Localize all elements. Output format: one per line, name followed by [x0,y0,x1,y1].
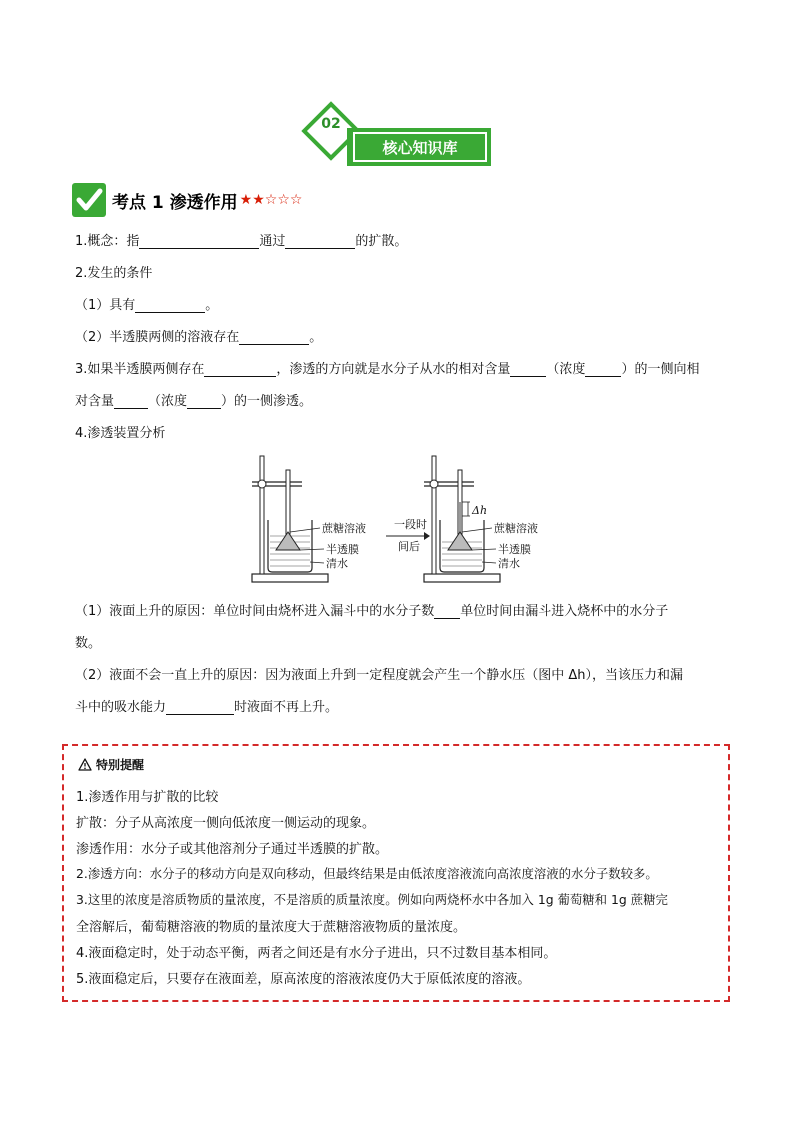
section-label-box [347,128,491,166]
checkmark-icon [72,183,106,217]
answer-blank [285,234,355,249]
osmosis-diagram [246,452,556,586]
point-title: 考点 1 渗透作用 [112,192,238,213]
reminder-line: 全溶解后，葡萄糖溶液的物质的量浓度大于蔗糖溶液物质的量浓度。 [76,920,467,935]
text: 单位时间由漏斗进入烧杯中的水分子 [460,604,669,619]
section-label: 核心知识库 [353,132,487,162]
text: 的扩散。 [355,234,408,249]
arrow-text-top: 一段时 [394,518,427,531]
label-membrane-left: 半透膜 [326,543,359,556]
line-rise-reason-cont: 数。 [75,636,102,651]
text: （浓度 [148,394,188,409]
answer-blank [114,394,148,409]
text: 时液面不再上升。 [234,700,339,715]
line-device-analysis: 4.渗透装置分析 [75,426,166,441]
reminder-line: 4.液面稳定时，处于动态平衡，两者之间还是有水分子进出，只不过数目基本相同。 [76,946,557,961]
text: ）的一侧渗透。 [221,394,313,409]
arrow-text-bottom: 间后 [398,540,420,553]
text: （1）具有 [75,298,136,313]
label-water-left: 清水 [326,557,348,570]
line-conditions: 2.发生的条件 [75,266,153,281]
stars-empty: ☆☆☆ [264,192,303,208]
reminder-line: 3.这里的浓度是溶质物质的量浓度，不是溶质的质量浓度。例如向两烧杯水中各加入 1g 葡萄糖和 1g 蔗糖完 [76,892,668,907]
stars-filled: ★★ [239,192,265,208]
left-apparatus [252,456,328,582]
text: 。 [309,330,323,345]
label-delta-h: Δh [472,504,488,517]
text: （2）半透膜两侧的溶液存在 [75,330,240,345]
reminder-line: 2.渗透方向：水分子的移动方向是双向移动，但最终结果是由低浓度溶液流向高浓度溶液的水分子数较多。 [76,866,658,881]
section-number: 02 [321,116,341,132]
text: （1）液面上升的原因：单位时间由烧杯进入漏斗中的水分子数 [75,604,435,619]
text: 1.概念：指 [75,234,140,249]
text: （浓度 [546,362,586,377]
text: 通过 [259,234,286,249]
reminder-line: 扩散：分子从高浓度一侧向低浓度一侧运动的现象。 [76,816,376,831]
answer-blank [239,330,309,345]
label-sucrose-right: 蔗糖溶液 [494,522,538,535]
point-header [72,183,302,217]
label-water-right: 清水 [498,557,520,570]
text: 对含量 [75,394,115,409]
reminder-header [78,756,144,773]
label-sucrose-left: 蔗糖溶液 [322,522,366,535]
text: ）的一侧向相 [621,362,700,377]
line-stop-reason-cont [75,696,338,715]
answer-blank [166,700,234,715]
answer-blank [187,394,221,409]
special-reminder-box [62,744,730,1002]
answer-blank [510,362,546,377]
text: 3.如果半透膜两侧存在 [75,362,205,377]
line-condition-2 [75,326,322,345]
answer-blank [135,298,205,313]
line-rise-reason [75,600,668,619]
reminder-line: 渗透作用：水分子或其他溶剂分子通过半透膜的扩散。 [76,842,389,857]
reminder-line: 5.液面稳定后，只要存在液面差，原高浓度的溶液浓度仍大于原低浓度的溶液。 [76,972,531,987]
answer-blank [585,362,621,377]
line-concept [75,230,407,249]
label-membrane-right: 半透膜 [498,543,531,556]
reminder-title: 特别提醒 [96,758,145,772]
line-condition-1 [75,294,218,313]
answer-blank [434,604,460,619]
section-banner [305,104,491,166]
answer-blank [139,234,259,249]
line-direction-cont [75,390,312,409]
text: 。 [205,298,219,313]
difficulty-stars [240,192,303,208]
answer-blank [204,362,276,377]
warning-icon [78,758,92,771]
right-apparatus [424,456,500,582]
text: ，渗透的方向就是水分子从水的相对含量 [276,362,511,377]
line-stop-reason: （2）液面不会一直上升的原因：因为液面上升到一定程度就会产生一个静水压（图中 Δh），当该压力和漏 [75,668,684,683]
line-direction [75,358,699,377]
text: 斗中的吸水能力 [75,700,167,715]
reminder-line: 1.渗透作用与扩散的比较 [76,790,219,805]
